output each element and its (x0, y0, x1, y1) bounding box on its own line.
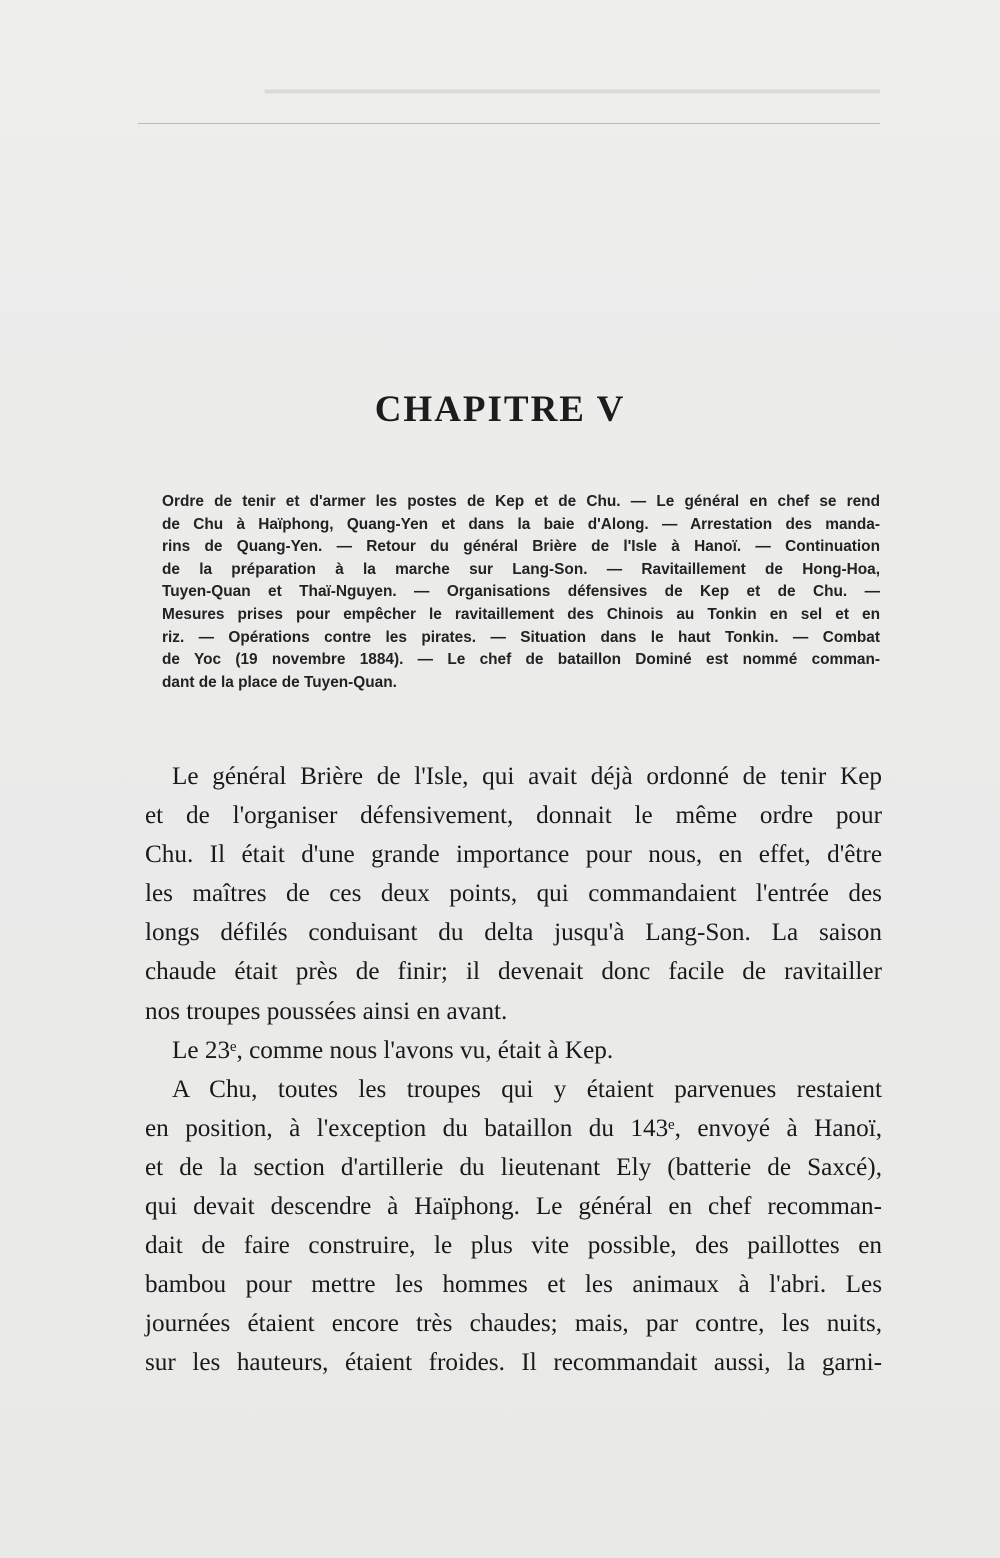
summary-line: Tuyen-Quan et Thaï-Nguyen. — Organisations défensives de Kep et de Chu. — (162, 583, 880, 601)
body-line: et de l'organiser défensivement, donnait le même ordre pour (145, 802, 882, 830)
summary-line: Ordre de tenir et d'armer les postes de Kep et de Chu. — Le général en chef se rend (162, 493, 880, 510)
chapter-summary (162, 491, 880, 694)
body-line: chaude était près de finir; il devenait donc facile de ravitailler (145, 958, 882, 986)
body-line: dait de faire construire, le plus vite possible, des paillottes en (145, 1232, 882, 1260)
summary-line: de la préparation à la marche sur Lang-Son. — Ravitaillement de Hong-Hoa, (162, 560, 880, 578)
summary-line: riz. — Opérations contre les pirates. — Situation dans le haut Tonkin. — Combat (162, 628, 880, 646)
body-line: longs défilés conduisant du delta jusqu'à Lang-Son. La saison (145, 919, 882, 947)
body-line: journées étaient encore très chaudes; mais, par contre, les nuits, (145, 1310, 882, 1338)
body-line: Le 23ᵉ, comme nous l'avons vu, était à Kep. (172, 1036, 614, 1064)
body-line: en position, à l'exception du bataillon du 143ᵉ, envoyé à Hanoï, (145, 1114, 882, 1142)
body-line: sur les hauteurs, étaient froides. Il recommandait aussi, la garni- (145, 1349, 882, 1377)
body-line: qui devait descendre à Haïphong. Le général en chef recomman- (145, 1193, 882, 1221)
body-text (145, 757, 882, 1383)
body-line: les maîtres de ces deux points, qui commandaient l'entrée des (145, 880, 882, 908)
chapter-title: CHAPITRE V (374, 389, 626, 430)
summary-line: Mesures prises pour empêcher le ravitaillement des Chinois au Tonkin en sel et en (162, 605, 880, 623)
summary-line: dant de la place de Tuyen-Quan. (162, 673, 397, 691)
body-line: A Chu, toutes les troupes qui y étaient parvenues restaient (172, 1075, 882, 1103)
body-line: et de la section d'artillerie du lieutenant Ely (batterie de Saxcé), (145, 1153, 882, 1181)
header-rule (138, 123, 880, 124)
summary-line: de Chu à Haïphong, Quang-Yen et dans la baie d'Along. — Arrestation des manda- (162, 515, 880, 533)
summary-line: rins de Quang-Yen. — Retour du général Brière de l'Isle à Hanoï. — Continuation (162, 538, 880, 556)
body-line: nos troupes poussées ainsi en avant. (145, 997, 508, 1025)
body-line: Chu. Il était d'une grande importance pour nous, en effet, d'être (145, 841, 882, 869)
body-line: Le général Brière de l'Isle, qui avait déjà ordonné de tenir Kep (172, 763, 882, 790)
summary-line: de Yoc (19 novembre 1884). — Le chef de bataillon Dominé est nommé comman- (162, 651, 880, 669)
bleed-through-texture: ▁▁▁▁▁▁▁▁▁▁▁▁▁▁▁▁▁▁▁▁▁▁▁▁▁▁▁▁▁▁▁▁ (264, 66, 880, 93)
body-line: bambou pour mettre les hommes et les animaux à l'abri. Les (145, 1271, 882, 1299)
